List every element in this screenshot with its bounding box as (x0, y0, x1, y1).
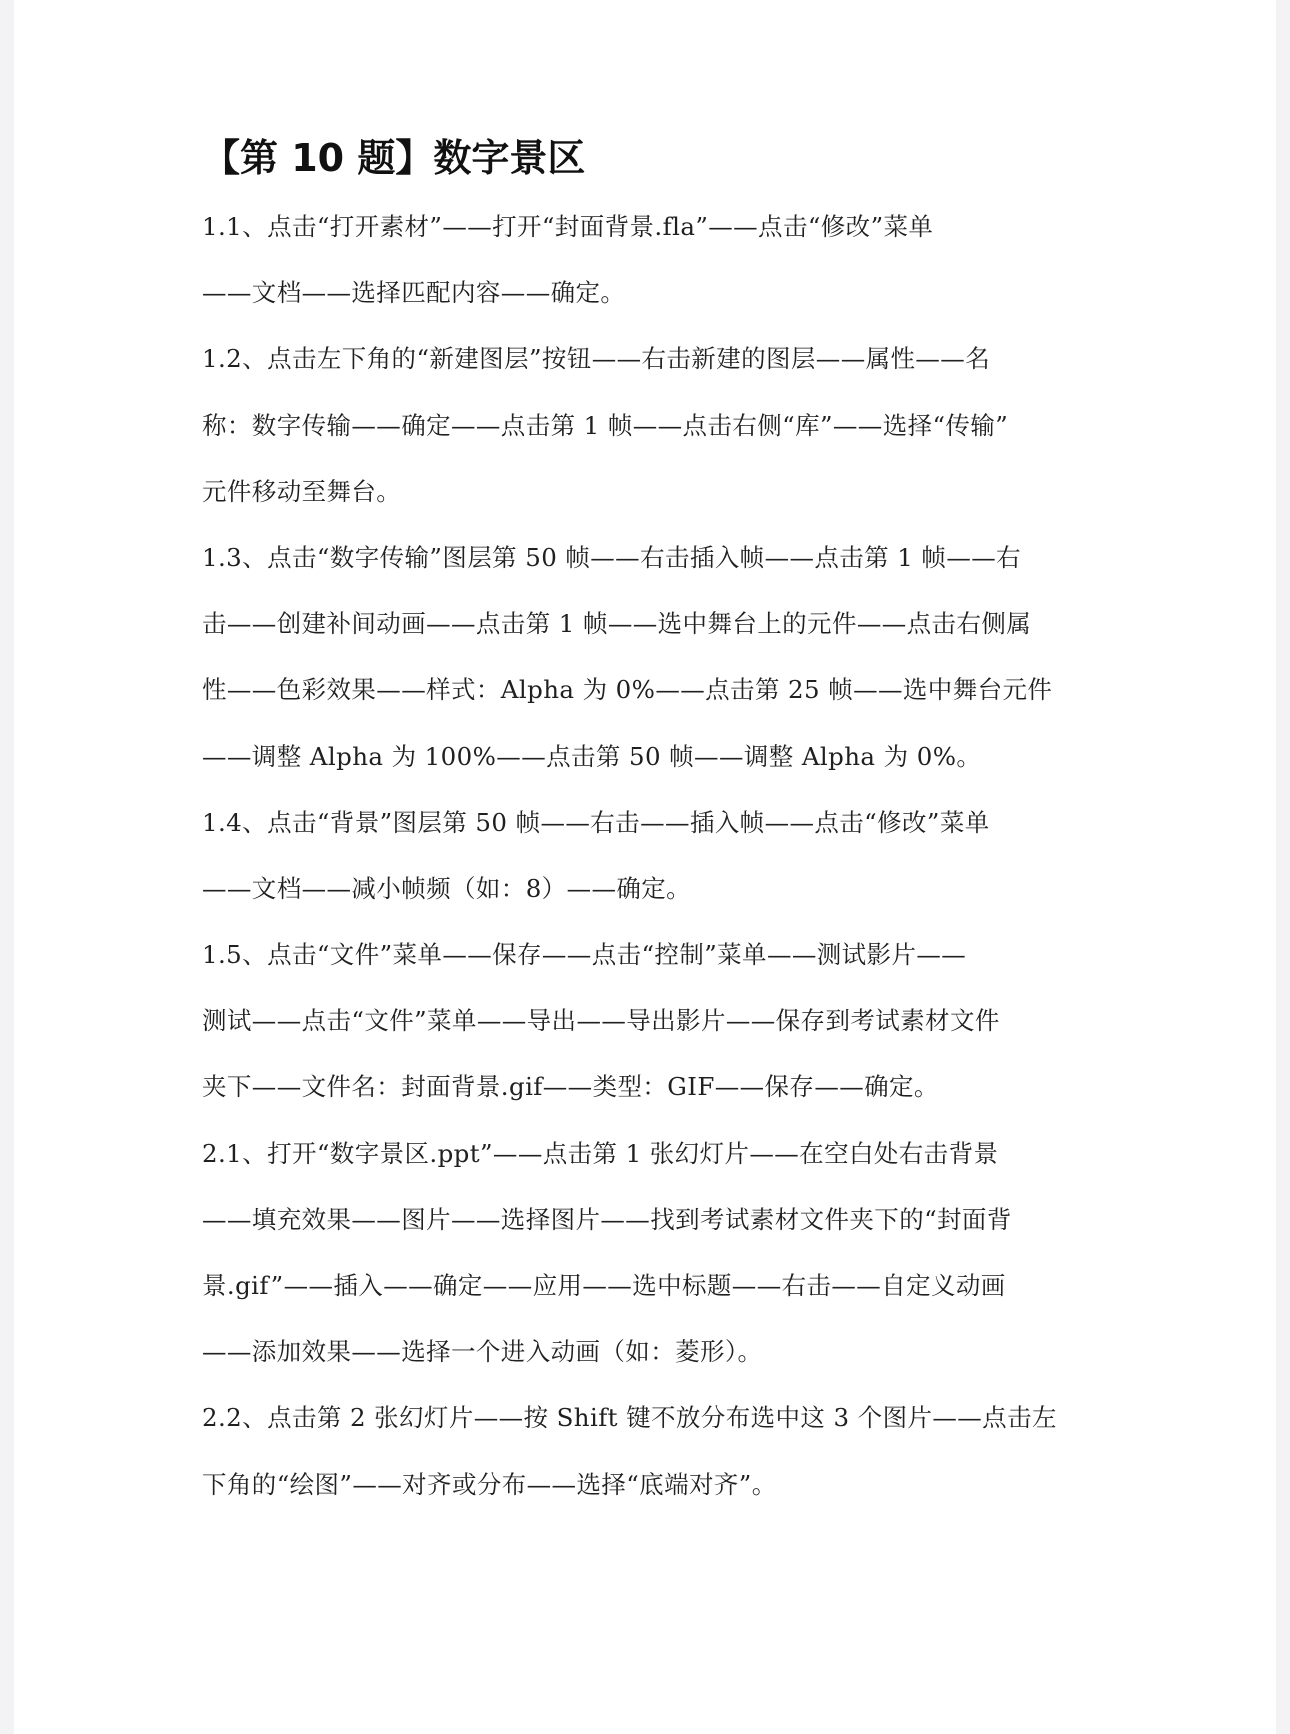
text-line: ——添加效果——选择一个进入动画（如：菱形）。 (202, 1337, 763, 1367)
text-line: 1.2、点击左下角的“新建图层”按钮——右击新建的图层——属性——名 (202, 344, 991, 374)
text-line: 2.1、打开“数字景区.ppt”——点击第 1 张幻灯片——在空白处右击背景 (202, 1138, 999, 1168)
text-line: 1.5、点击“文件”菜单——保存——点击“控制”菜单——测试影片—— (202, 940, 967, 970)
text-line: 夹下——文件名：封面背景.gif——类型：GIF——保存——确定。 (202, 1072, 939, 1102)
text-line: 击——创建补间动画——点击第 1 帧——选中舞台上的元件——点击右侧属 (202, 609, 1032, 639)
text-line: 1.1、点击“打开素材”——打开“封面背景.fla”——点击“修改”菜单 (202, 212, 934, 241)
text-line: ——调整 Alpha 为 100%——点击第 50 帧——调整 Alpha 为 0%。 (202, 741, 982, 771)
text-line: 性——色彩效果——样式：Alpha 为 0%——点击第 25 帧——选中舞台元件 (202, 675, 1053, 705)
text-line: 2.2、点击第 2 张幻灯片——按 Shift 键不放分布选中这 3 个图片——点击左 (202, 1403, 1057, 1433)
text-line: 1.3、点击“数字传输”图层第 50 帧——右击插入帧——点击第 1 帧——右 (202, 542, 1022, 572)
text-line: 元件移动至舞台。 (202, 476, 402, 506)
text-line: 称：数字传输——确定——点击第 1 帧——点击右侧“库”——选择“传输” (202, 410, 1009, 440)
text-line: ——文档——选择匹配内容——确定。 (202, 278, 626, 308)
text-line: 景.gif”——插入——确定——应用——选中标题——右击——自定义动画 (202, 1271, 1006, 1300)
document-content (202, 128, 1122, 1518)
document-title: 【第 10 题】数字景区 (202, 136, 586, 180)
text-line: ——文档——减小帧频（如：8）——确定。 (202, 873, 692, 903)
text-line: ——填充效果——图片——选择图片——找到考试素材文件夹下的“封面背 (202, 1204, 1012, 1234)
text-line: 1.4、点击“背景”图层第 50 帧——右击——插入帧——点击“修改”菜单 (202, 807, 990, 837)
text-line: 下角的“绘图”——对齐或分布——选择“底端对齐”。 (202, 1469, 777, 1499)
text-line: 测试——点击“文件”菜单——导出——导出影片——保存到考试素材文件 (202, 1006, 1000, 1036)
document-page (14, 0, 1276, 1734)
